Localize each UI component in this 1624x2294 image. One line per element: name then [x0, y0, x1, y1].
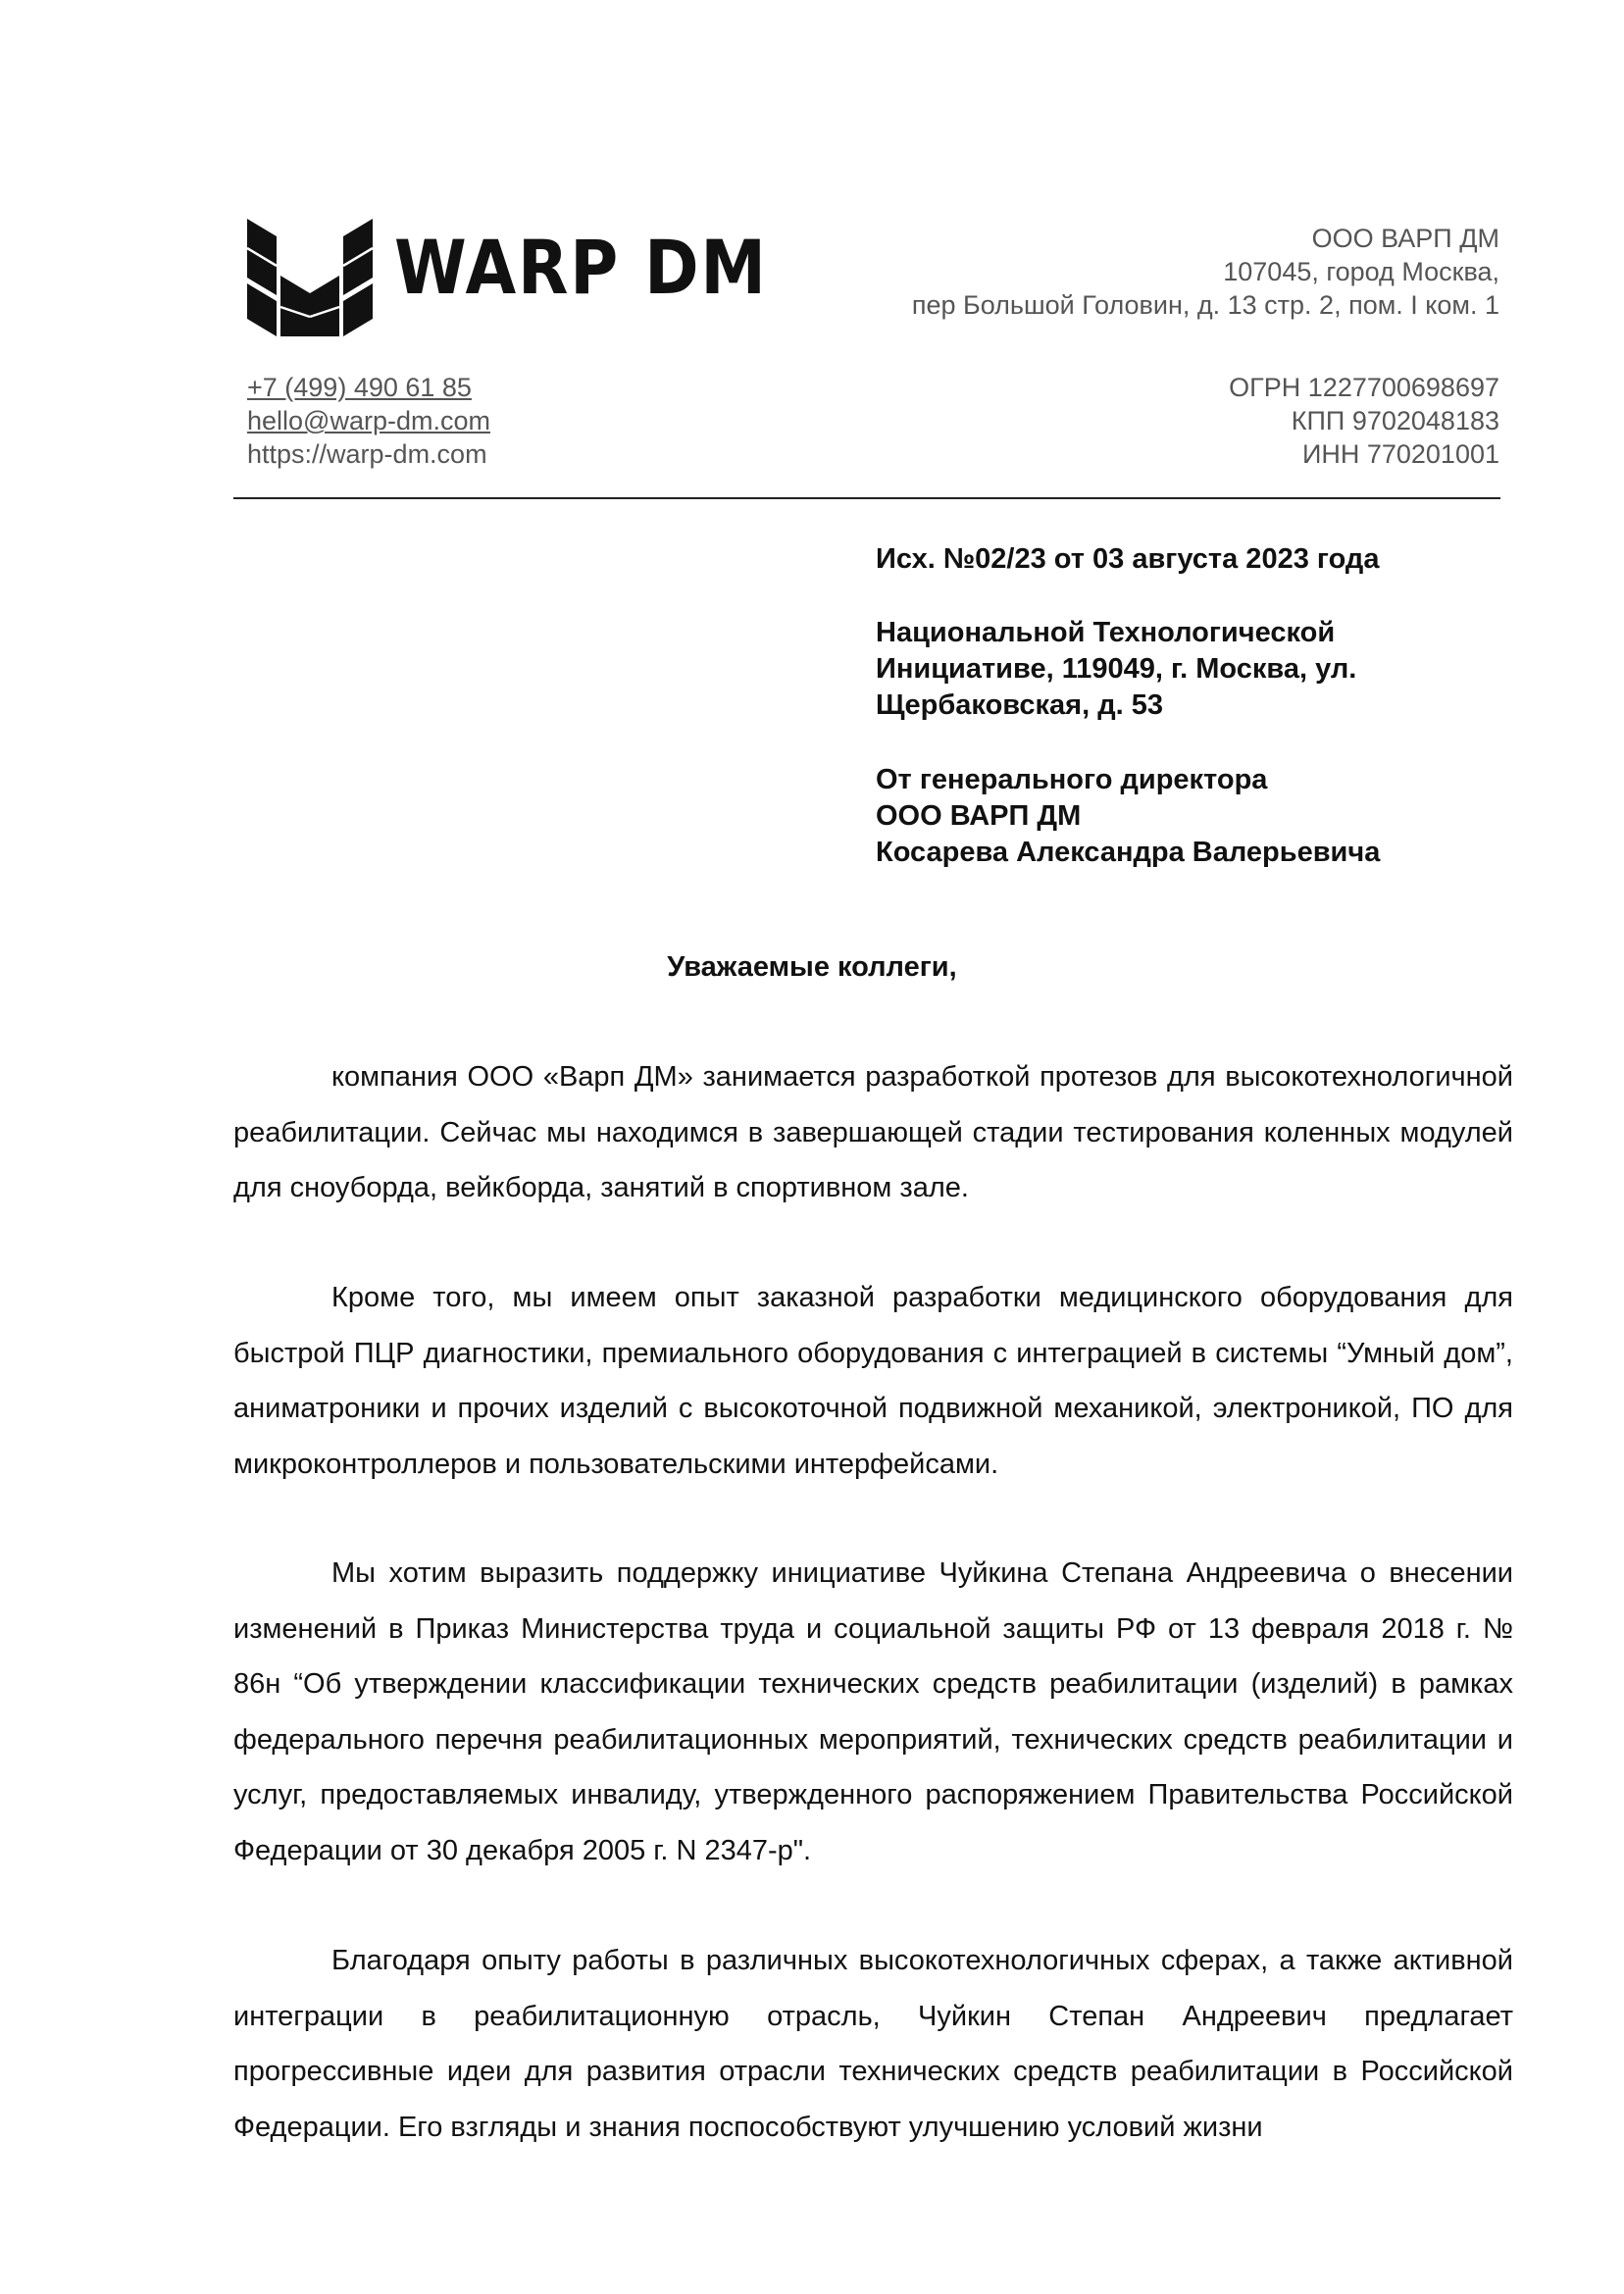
recipient-line-2: Инициативе, 119049, г. Москва, ул.	[876, 653, 1357, 685]
recipient-line-3: Щербаковская, д. 53	[876, 689, 1163, 721]
body-paragraph-3	[233, 1546, 1513, 1878]
email-link[interactable]: hello@warp-dm.com	[247, 406, 490, 435]
kpp: КПП 9702048183	[1291, 406, 1499, 435]
sender-line-2: ООО ВАРП ДМ	[876, 800, 1082, 832]
paragraph-text: Благодаря опыту работы в различных высокотехнологичных сферах, а также активной интеграции в реабилитационную отрасль, Чуйкин Степан Андреевич предлагает прогрессивные идеи для развития отрасли технических средств реабилитации в Российской Федерации. Его взгляды и знания поспособствуют улучшению условий жизни	[233, 1945, 1513, 2143]
contacts-block	[247, 371, 737, 471]
recipient-block	[876, 615, 1523, 724]
recipient-line-1: Национальной Технологической	[876, 617, 1336, 648]
ogrn: ОГРН 1227700698697	[1229, 373, 1499, 402]
salutation: Уважаемые коллеги,	[667, 951, 957, 983]
paragraph-text: Мы хотим выразить поддержку инициативе Чуйкина Степана Андреевича о внесении изменений в Приказ Министерства труда и социальной защиты РФ от 13 февраля 2018 г. № 86н “Об утверждении классификации технических средств реабилитации (изделий) в рамках федерального перечня реабилитационных мероприятий, технических средств реабилитации и услуг, предоставляемых инвалиду, утвержденного распоряжением Правительства Российской Федерации от 30 декабря 2005 г. N 2347-р".	[233, 1557, 1513, 1866]
sender-line-1: От генерального директора	[876, 764, 1268, 795]
website-link[interactable]: https://warp-dm.com	[247, 439, 487, 469]
address-line-2: пер Большой Головин, д. 13 стр. 2, пом. I ком. 1	[911, 290, 1499, 320]
sender-line-3: Косарева Александра Валерьевича	[876, 837, 1381, 868]
registration-block	[1009, 371, 1499, 471]
body-paragraph-2	[233, 1270, 1513, 1492]
phone-link[interactable]: +7 (499) 490 61 85	[247, 373, 472, 402]
body-paragraph-4	[233, 1933, 1513, 2155]
inn: ИНН 770201001	[1301, 439, 1499, 469]
company-logo	[247, 219, 768, 336]
logo-wordmark: WARP DM	[394, 224, 768, 311]
paragraph-text: Кроме того, мы имеем опыт заказной разработки медицинского оборудования для быстрой ПЦР диагностики, премиального оборудования с интеграцией в системы “Умный дом”, аниматроники и прочих изделий с высокоточной подвижной механикой, электроникой, ПО для микроконтроллеров и пользовательскими интерфейсами.	[233, 1282, 1513, 1480]
warp-emblem-icon	[247, 219, 373, 336]
address-line-1: 107045, город Москва,	[1223, 257, 1499, 286]
header-divider	[233, 497, 1500, 499]
body-paragraph-1	[233, 1049, 1513, 1216]
company-address-block	[754, 222, 1499, 322]
sender-block	[876, 762, 1523, 871]
company-name: ООО ВАРП ДМ	[1311, 224, 1499, 253]
paragraph-text: компания ООО «Варп ДМ» занимается разработкой протезов для высокотехнологичной реабилитации. Сейчас мы находимся в завершающей стадии тестирования коленных модулей для сноуборда, вейкборда, занятий в спортивном зале.	[233, 1061, 1513, 1203]
outgoing-number: Исх. №02/23 от 03 августа 2023 года	[876, 543, 1380, 575]
